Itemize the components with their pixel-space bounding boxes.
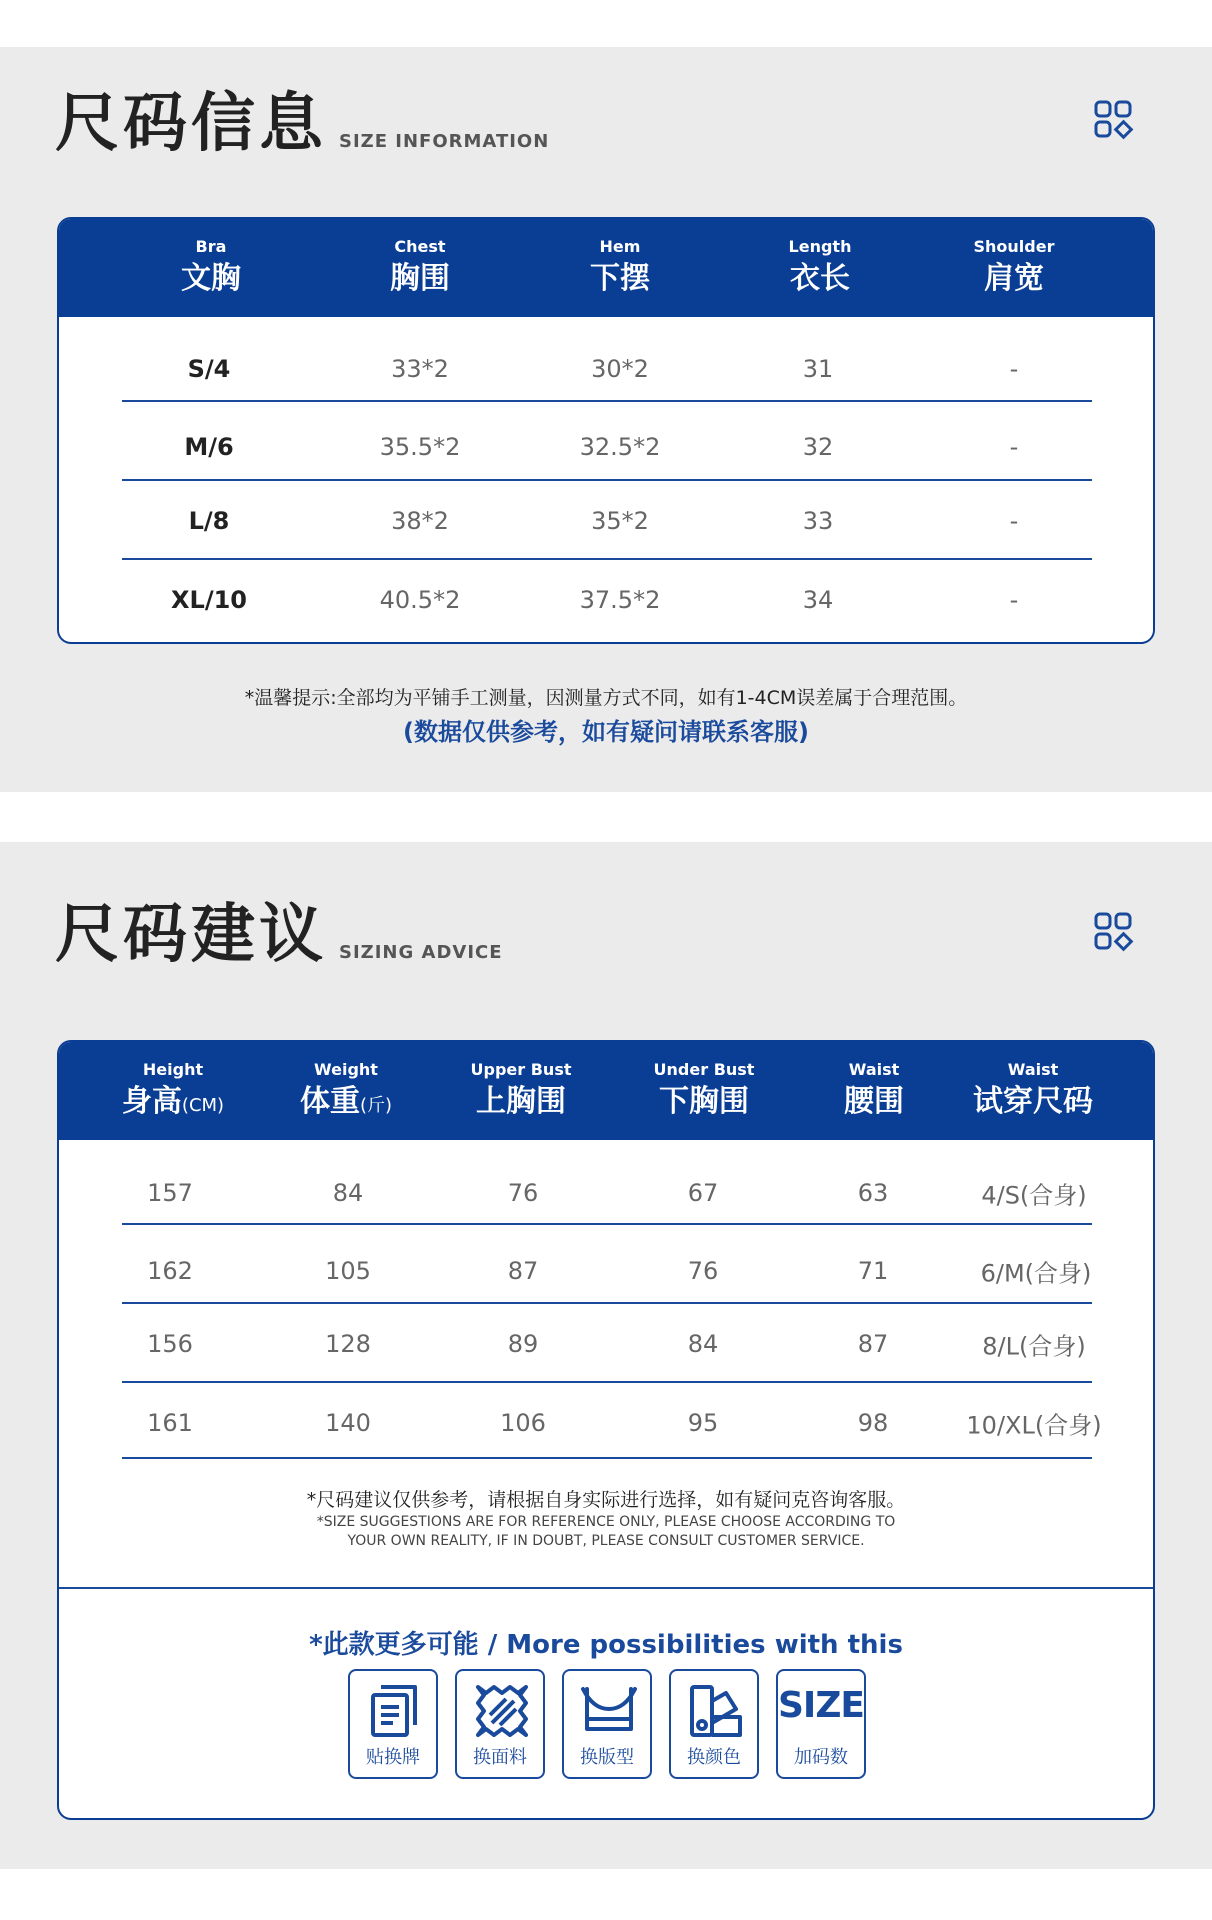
size-information-title xyxy=(55,87,550,161)
table-cell: 40.5*2 xyxy=(379,586,461,614)
measurement-note: *温馨提示:全部均为平铺手工测量，因测量方式不同，如有1-4CM误差属于合理范围。 xyxy=(244,687,968,709)
sizing-advice-note: *尺码建议仅供参考，请根据自身实际进行选择，如有疑问克咨询客服。 xyxy=(306,1489,906,1511)
table-cell: 156 xyxy=(147,1330,193,1358)
table-cell: - xyxy=(1009,507,1019,535)
row-divider xyxy=(122,400,1092,402)
table-cell: 32 xyxy=(802,433,834,461)
table-cell: 32.5*2 xyxy=(579,433,661,461)
table-cell: 33*2 xyxy=(391,355,449,383)
column-header: Bra 文胸 xyxy=(181,237,241,296)
column-header: Length 衣长 xyxy=(788,237,852,296)
table-cell: 84 xyxy=(687,1330,719,1358)
option-add-size[interactable] xyxy=(776,1669,866,1779)
grid-shapes-icon xyxy=(1094,100,1134,140)
table-cell: 37.5*2 xyxy=(579,586,661,614)
grid-shapes-icon xyxy=(1094,912,1134,952)
option-label: 换版型 xyxy=(580,1747,634,1768)
sizing-advice-note-en: *SIZE SUGGESTIONS ARE FOR REFERENCE ONLY, PLEASE CHOOSE ACCORDING TO YOUR OWN REALITY, IF IN DOUBT, PLEASE CONSULT CUSTOMER SERVICE. xyxy=(316,1514,896,1549)
option-fabric-change[interactable] xyxy=(455,1669,545,1779)
table-header xyxy=(59,1042,1153,1140)
table-cell: S/4 xyxy=(187,355,231,383)
table-cell: 87 xyxy=(507,1257,539,1285)
table-cell: 8/L(合身) xyxy=(982,1332,1086,1361)
row-divider xyxy=(122,1223,1092,1225)
table-cell: 157 xyxy=(147,1179,193,1207)
table-cell: 30*2 xyxy=(591,355,649,383)
option-label: 加码数 xyxy=(794,1747,848,1768)
table-cell: 33 xyxy=(802,507,834,535)
column-header: Upper Bust 上胸围 xyxy=(470,1060,572,1119)
column-header: Waist 试穿尺码 xyxy=(973,1060,1093,1119)
column-header: Under Bust 下胸围 xyxy=(653,1060,755,1119)
table-cell: 128 xyxy=(325,1330,371,1358)
table-cell: - xyxy=(1009,433,1019,461)
table-cell: 87 xyxy=(857,1330,889,1358)
reference-note: (数据仅供参考，如有疑问请联系客服) xyxy=(403,718,809,746)
column-header: Chest 胸围 xyxy=(390,237,450,296)
option-label: 贴换牌 xyxy=(366,1747,420,1768)
option-color-change[interactable] xyxy=(669,1669,759,1779)
sizing-advice-table xyxy=(57,1040,1155,1820)
table-cell: 4/S(合身) xyxy=(981,1181,1087,1210)
column-header: Hem 下摆 xyxy=(590,237,650,296)
label-icon xyxy=(363,1679,427,1743)
table-cell: 105 xyxy=(325,1257,371,1285)
table-cell: - xyxy=(1009,586,1019,614)
column-header: Waist 腰围 xyxy=(844,1060,904,1119)
table-cell: 106 xyxy=(500,1409,546,1437)
row-divider xyxy=(122,1381,1092,1383)
table-cell: - xyxy=(1009,355,1019,383)
table-cell: 35*2 xyxy=(591,507,649,535)
title-cn: 尺码信息 xyxy=(55,87,327,161)
table-cell: 38*2 xyxy=(391,507,449,535)
title-en: SIZING ADVICE xyxy=(339,942,503,963)
table-cell: 84 xyxy=(332,1179,364,1207)
fabric-icon xyxy=(470,1679,534,1743)
table-cell: 31 xyxy=(802,355,834,383)
option-label: 换面料 xyxy=(473,1747,527,1768)
table-cell: 89 xyxy=(507,1330,539,1358)
row-divider xyxy=(122,1302,1092,1304)
table-cell: 6/M(合身) xyxy=(980,1259,1092,1288)
table-cell: XL/10 xyxy=(171,586,247,614)
option-label-change[interactable] xyxy=(348,1669,438,1779)
table-cell: 71 xyxy=(857,1257,889,1285)
section-divider xyxy=(59,1587,1153,1589)
table-cell: 34 xyxy=(802,586,834,614)
table-cell: 95 xyxy=(687,1409,719,1437)
table-cell: 140 xyxy=(325,1409,371,1437)
table-header xyxy=(59,219,1153,317)
table-cell: 35.5*2 xyxy=(379,433,461,461)
option-label: 换颜色 xyxy=(687,1747,741,1768)
column-header: Shoulder 肩宽 xyxy=(973,237,1055,296)
table-cell: 162 xyxy=(147,1257,193,1285)
table-cell: 76 xyxy=(687,1257,719,1285)
more-possibilities-title: *此款更多可能 / More possibilities with this xyxy=(309,1630,903,1660)
bra-shape-icon xyxy=(577,1679,641,1743)
table-cell: 161 xyxy=(147,1409,193,1437)
size-information-table xyxy=(57,217,1155,644)
table-cell: 63 xyxy=(857,1179,889,1207)
row-divider xyxy=(122,558,1092,560)
table-cell: 98 xyxy=(857,1409,889,1437)
table-cell: 10/XL(合身) xyxy=(966,1411,1102,1440)
table-cell: 67 xyxy=(687,1179,719,1207)
table-cell: M/6 xyxy=(184,433,234,461)
color-swatch-icon xyxy=(684,1679,748,1743)
row-divider xyxy=(122,479,1092,481)
sizing-advice-title xyxy=(55,898,503,972)
title-en: SIZE INFORMATION xyxy=(339,131,550,152)
column-header: Height 身高(CM) xyxy=(121,1060,225,1119)
column-header: Weight 体重(斤) xyxy=(299,1060,393,1119)
table-cell: 76 xyxy=(507,1179,539,1207)
title-cn: 尺码建议 xyxy=(55,898,327,972)
table-cell: L/8 xyxy=(188,507,230,535)
row-divider xyxy=(122,1457,1092,1459)
size-text-icon: SIZE xyxy=(778,1685,865,1726)
option-pattern-change[interactable] xyxy=(562,1669,652,1779)
